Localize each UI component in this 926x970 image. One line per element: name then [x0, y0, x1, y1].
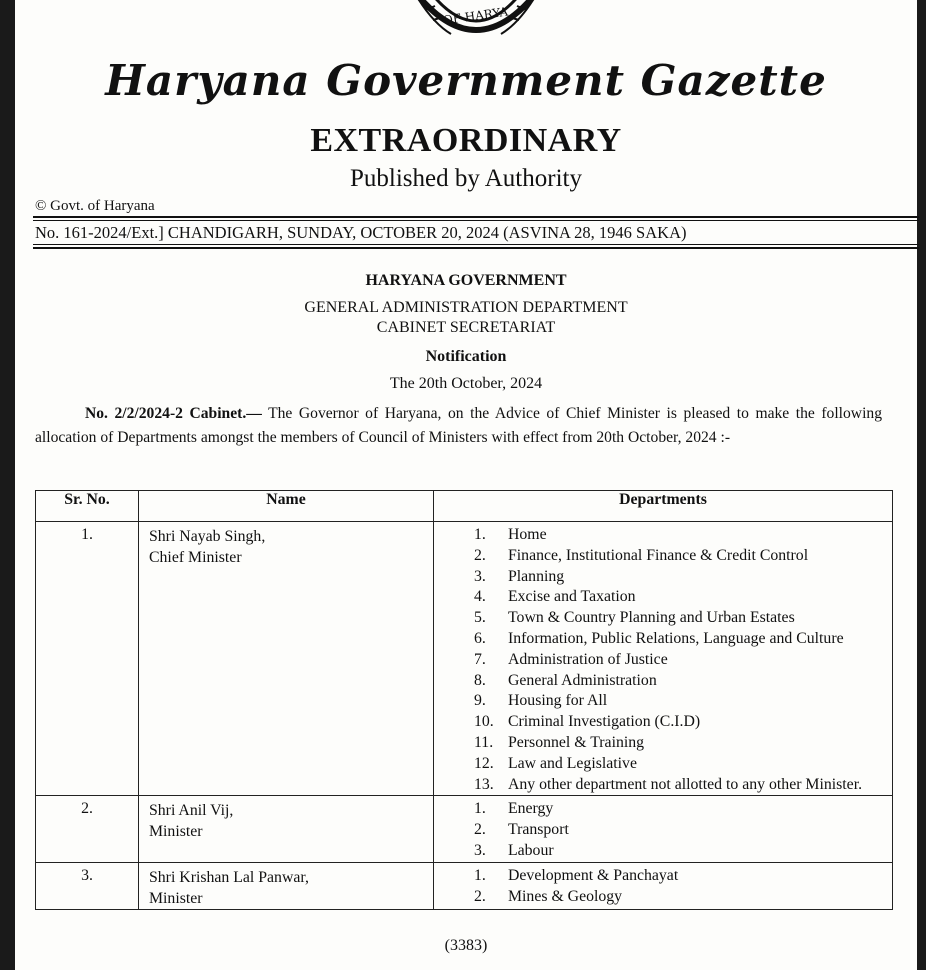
department-number: 13. [474, 775, 494, 793]
top-rule [33, 216, 919, 218]
row-departments-cell [434, 862, 893, 909]
published-by-authority: Published by Authority [350, 165, 582, 192]
department-number: 12. [474, 754, 494, 772]
notification-date: The 20th October, 2024 [389, 375, 543, 392]
issue-line: No. 161-2024/Ext.] CHANDIGARH, SUNDAY, OCTOBER 20, 2024 (ASVINA 28, 1946 SAKA) [35, 223, 687, 242]
department-number: 4. [474, 588, 486, 606]
table-row [36, 522, 893, 796]
department-item [474, 733, 886, 754]
heading-government: HARYANA GOVERNMENT [365, 272, 567, 289]
heading-department: GENERAL ADMINISTRATION DEPARTMENT [304, 299, 628, 316]
notification-ref: No. 2/2/2024-2 Cabinet.— [85, 405, 262, 422]
department-number: 10. [474, 713, 494, 731]
department-list [474, 799, 886, 861]
gazette-page [15, 0, 917, 970]
department-item [474, 671, 886, 692]
heading-secretariat: CABINET SECRETARIAT [376, 319, 556, 336]
department-name: Development & Panchayat [508, 866, 679, 884]
department-item [474, 866, 886, 887]
row-departments-cell [434, 522, 893, 796]
department-item [474, 754, 886, 775]
allocation-table [35, 490, 893, 910]
department-item [474, 841, 886, 862]
department-number: 9. [474, 692, 486, 710]
department-name: Criminal Investigation (C.I.D) [508, 713, 701, 731]
department-number: 3. [474, 567, 486, 585]
minister-name: Shri Nayab Singh, [149, 528, 266, 545]
department-name: Personnel & Training [508, 733, 645, 751]
header-sr-no: Sr. No. [36, 491, 139, 522]
department-name: General Administration [508, 671, 657, 689]
minister-name: Shri Krishan Lal Panwar, [149, 868, 309, 886]
department-number: 2. [474, 887, 486, 905]
department-item [474, 712, 886, 733]
department-name: Mines & Geology [508, 887, 623, 905]
row-sr-no: 2. [36, 796, 139, 862]
table-header-row [36, 491, 893, 522]
header-departments: Departments [434, 491, 893, 522]
minister-role: Minister [149, 889, 203, 907]
department-number: 2. [474, 821, 486, 839]
department-name: Finance, Institutional Finance & Credit Control [508, 546, 809, 564]
minister-name: Shri Anil Vij, [149, 802, 234, 820]
svg-text:OF HARYA: OF HARYA [442, 4, 509, 28]
gazette-extraordinary: EXTRAORDINARY [310, 122, 622, 159]
top-rule-thin [33, 220, 919, 221]
department-name: Law and Legislative [508, 754, 637, 772]
department-name: Transport [508, 821, 569, 839]
notification-body [35, 402, 882, 450]
department-name: Information, Public Relations, Language and Culture [508, 629, 844, 647]
row-sr-no: 3. [36, 862, 139, 909]
header-name: Name [139, 491, 434, 522]
department-name: Excise and Taxation [508, 588, 636, 606]
bottom-rule-thick [33, 247, 919, 249]
department-name: Home [508, 526, 547, 543]
department-item [474, 820, 886, 841]
bottom-rule [33, 244, 919, 245]
state-emblem-seal-icon [391, 0, 561, 50]
department-number: 7. [474, 650, 486, 668]
department-name: Any other department not allotted to any other Minister. [508, 775, 863, 793]
department-list [474, 525, 886, 795]
minister-role: Chief Minister [149, 549, 242, 566]
department-number: 8. [474, 671, 486, 689]
department-item [474, 650, 886, 671]
department-name: Administration of Justice [508, 650, 668, 668]
department-name: Labour [508, 841, 554, 859]
row-name-cell [139, 862, 434, 909]
department-name: Energy [508, 800, 554, 818]
department-number: 11. [474, 733, 494, 751]
department-number: 1. [474, 526, 486, 543]
department-item [474, 799, 886, 820]
department-item [474, 691, 886, 712]
department-item [474, 587, 886, 608]
table-row [36, 796, 893, 862]
department-number: 2. [474, 546, 486, 564]
row-name-cell [139, 796, 434, 862]
department-number: 5. [474, 609, 486, 627]
page-number: (3383) [444, 937, 488, 954]
department-item [474, 887, 886, 908]
department-name: Town & Country Planning and Urban Estates [508, 609, 795, 627]
notification-text: The Governor of Haryana, on the Advice of Chief Minister is pleased to make the following allocation of Departments amongst the members of Council of Ministers with effect from 20th October, 2024 :- [35, 405, 882, 446]
department-number: 1. [474, 800, 486, 818]
gazette-masthead-title: Haryana Government Gazette [105, 56, 827, 105]
row-name-cell [139, 522, 434, 796]
department-item [474, 629, 886, 650]
row-sr-no: 1. [36, 522, 139, 796]
department-item [474, 608, 886, 629]
copyright-notice: © Govt. of Haryana [35, 198, 155, 214]
department-name: Planning [508, 567, 565, 585]
minister-role: Minister [149, 823, 203, 841]
department-list [474, 866, 886, 908]
department-item [474, 525, 886, 546]
department-name: Housing for All [508, 692, 608, 710]
row-departments-cell [434, 796, 893, 862]
notification-label: Notification [425, 348, 507, 365]
table-row [36, 862, 893, 909]
department-number: 1. [474, 866, 486, 884]
department-item [474, 775, 886, 796]
department-item [474, 567, 886, 588]
department-item [474, 546, 886, 567]
department-number: 3. [474, 841, 486, 859]
department-number: 6. [474, 629, 486, 647]
